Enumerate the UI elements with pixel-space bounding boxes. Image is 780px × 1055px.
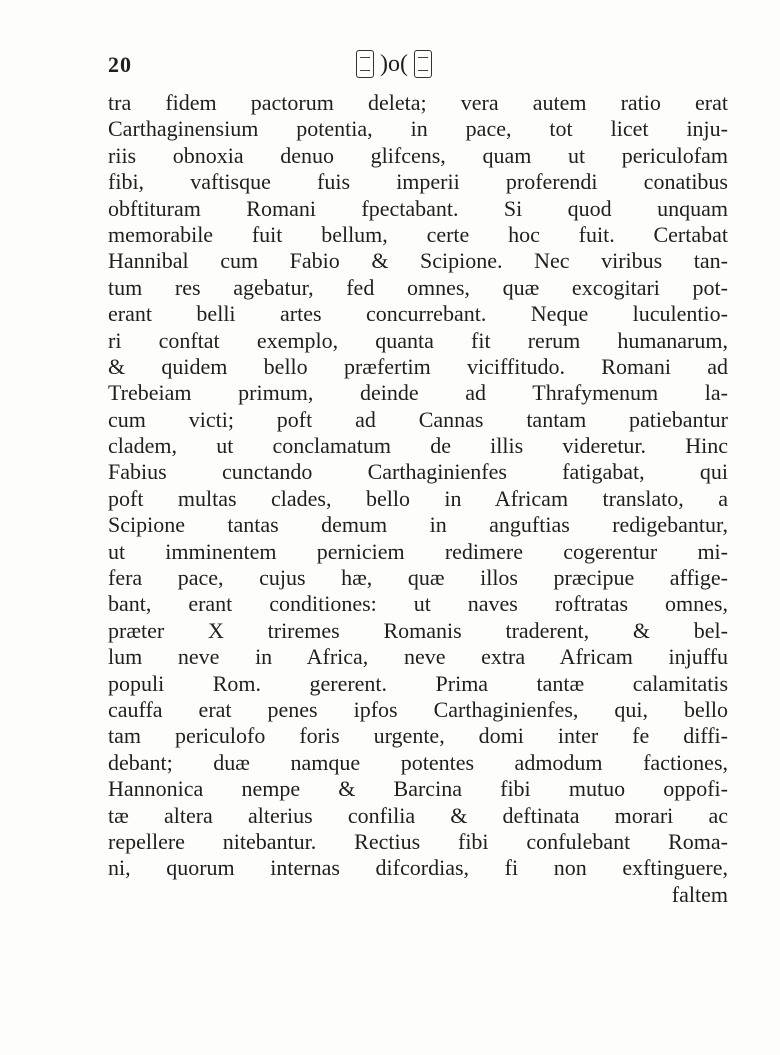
text-line: debant; duæ namque potentes admodum factiones, xyxy=(108,749,728,775)
text-line: ut imminentem perniciem redimere cogerentur mi- xyxy=(108,538,728,564)
page-number: 20 xyxy=(108,52,132,77)
text-line: repellere nitebantur. Rectius fibi confulebant Roma- xyxy=(108,828,728,854)
text-line: Trebeiam primum, deinde ad Thrafymenum la- xyxy=(108,380,728,406)
left-fleuron-icon xyxy=(356,50,374,78)
text-line: ni, quorum internas difcordias, fi non exftinguere, xyxy=(108,855,728,881)
ornament-glyph: )o( xyxy=(380,50,408,77)
text-line: populi Rom. gererent. Prima tantæ calamitatis xyxy=(108,670,728,696)
text-line: cum victi; poft ad Cannas tantam patiebantur xyxy=(108,406,728,432)
page-header xyxy=(108,50,728,86)
text-line: tæ altera alterius confilia & deftinata morari ac xyxy=(108,802,728,828)
body-text xyxy=(108,90,728,908)
text-line: erant belli artes concurrebant. Neque luculentio- xyxy=(108,301,728,327)
header-ornament xyxy=(356,50,432,78)
text-line: obftituram Romani fpectabant. Si quod unquam xyxy=(108,195,728,221)
right-fleuron-icon xyxy=(414,50,432,78)
text-line: lum neve in Africa, neve extra Africam injuffu xyxy=(108,644,728,670)
text-line: Scipione tantas demum in anguftias redigebantur, xyxy=(108,512,728,538)
text-line: Carthaginensium potentia, in pace, tot licet inju- xyxy=(108,116,728,142)
text-line: ri conftat exemplo, quanta fit rerum humanarum, xyxy=(108,327,728,353)
text-line: cauffa erat penes ipfos Carthaginienfes, qui, bello xyxy=(108,696,728,722)
text-line: præter X triremes Romanis traderent, & bel- xyxy=(108,617,728,643)
text-line: riis obnoxia denuo glifcens, quam ut periculofam xyxy=(108,142,728,168)
text-line: cladem, ut conclamatum de illis videretur. Hinc xyxy=(108,433,728,459)
text-line: fera pace, cujus hæ, quæ illos præcipue affige- xyxy=(108,565,728,591)
text-line: & quidem bello præfertim viciffitudo. Romani ad xyxy=(108,353,728,379)
text-line: poft multas clades, bello in Africam translato, a xyxy=(108,485,728,511)
text-line: Fabius cunctando Carthaginienfes fatigabat, qui xyxy=(108,459,728,485)
text-line: memorabile fuit bellum, certe hoc fuit. Certabat xyxy=(108,221,728,247)
text-line: tam periculofo foris urgente, domi inter fe diffi- xyxy=(108,723,728,749)
text-line: tra fidem pactorum deleta; vera autem ratio erat xyxy=(108,90,728,115)
text-line: tum res agebatur, fed omnes, quæ excogitari pot- xyxy=(108,274,728,300)
text-line: bant, erant conditiones: ut naves roftratas omnes, xyxy=(108,591,728,617)
catchword: faltem xyxy=(671,881,728,907)
text-line: fibi, vaftisque fuis imperii proferendi conatibus xyxy=(108,169,728,195)
text-line: Hannonica nempe & Barcina fibi mutuo oppofi- xyxy=(108,776,728,802)
text-line: Hannibal cum Fabio & Scipione. Nec viribus tan- xyxy=(108,248,728,274)
